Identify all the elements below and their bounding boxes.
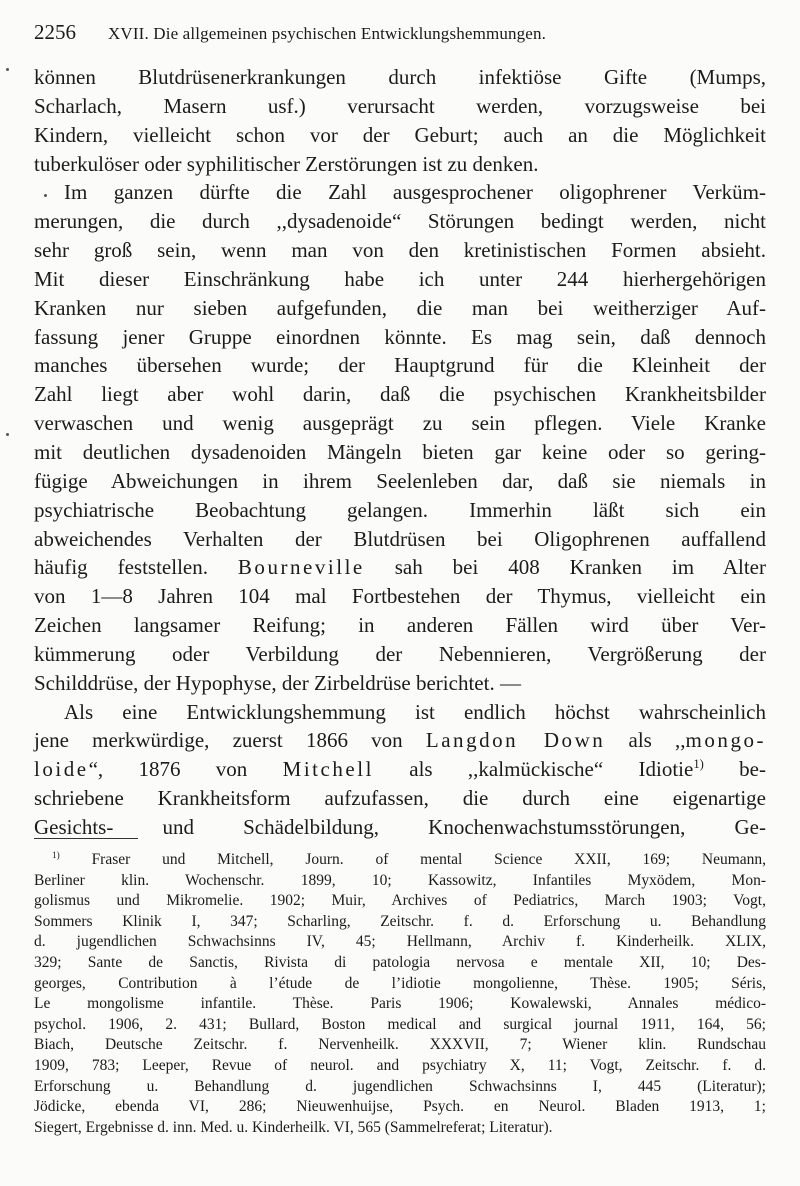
term-mongoloide-cont: loide xyxy=(34,757,89,782)
footnote-line: Sommers Klinik I, 347; Scharling, Zeitschr. f. d. Erforschung u. Behandlung xyxy=(34,912,766,930)
text-run: häufig feststellen. xyxy=(34,555,238,580)
text-line: psychiatrische Beobachtung gelangen. Immerhin läßt sich ein xyxy=(34,497,766,522)
footnote-marker: 1) xyxy=(52,850,60,861)
footnote-rule xyxy=(34,838,138,839)
text-line: manches übersehen wurde; der Hauptgrund für die Kleinheit der xyxy=(34,353,766,378)
text-line: mit deutlichen dysadenoiden Mängeln bieten gar keine oder so gering- xyxy=(34,439,766,464)
text-line: Im ganzen dürfte die Zahl ausgesprochener oligophrener Verküm- xyxy=(64,180,766,205)
author-name-mitchell: Mitchell xyxy=(282,757,374,782)
text-line: abweichendes Verhalten der Blutdrüsen bei Oligophrenen auffallend xyxy=(34,526,766,551)
footnote-line: Jödicke, ebenda VI, 286; Nieuwenhuijse, Psych. en Neurol. Bladen 1913, 1; xyxy=(34,1098,766,1116)
text-line xyxy=(34,726,766,755)
text-line: sehr groß sein, wenn man von den kretinistischen Formen absieht. xyxy=(34,238,766,263)
text-line: fassung jener Gruppe einordnen könnte. Es mag sein, daß dennoch xyxy=(34,324,766,349)
footnote-line: psychol. 1906, 2. 431; Bullard, Boston medical and surgical journal 1911, 164, 56; xyxy=(34,1015,766,1033)
text-line: Schilddrüse, der Hypophyse, der Zirbeldrüse berichtet. — xyxy=(34,670,521,695)
scan-speck xyxy=(44,194,47,197)
footnote-line: Le mongolisme infantile. Thèse. Paris 1906; Kowalewski, Annales médico- xyxy=(34,995,766,1013)
text-line: fügige Abweichungen in ihrem Seelenleben dar, daß sie niemals in xyxy=(34,468,766,493)
text-line xyxy=(34,553,766,582)
term-mongoloide: mongo- xyxy=(685,728,766,753)
footnote-line: Siegert, Ergebnisse d. inn. Med. u. Kinderheilk. VI, 565 (Sammelreferat; Literatur). xyxy=(34,1118,553,1136)
text-line: Gesichts- und Schädelbildung, Knochenwachstumsstörungen, Ge- xyxy=(34,814,766,839)
text-run: be- xyxy=(703,757,766,782)
page-number: 2256 xyxy=(34,20,76,44)
text-line: Als eine Entwicklungshemmung ist endlich höchst wahrscheinlich xyxy=(64,699,766,724)
scan-speck xyxy=(6,68,9,71)
running-head xyxy=(34,16,766,48)
scan-speck xyxy=(6,433,9,436)
text-line: Kindern, vielleicht schon vor der Geburt; auch an die Möglichkeit xyxy=(34,122,766,147)
text-line: verwaschen und wenig ausgeprägt zu sein pflegen. Viele Kranke xyxy=(34,411,766,436)
text-line: Scharlach, Masern usf.) verursacht werden, vorzugsweise bei xyxy=(34,93,766,118)
footnote-line: 329; Sante de Sanctis, Rivista di patologia nervosa e mentale XII, 10; Des- xyxy=(34,953,766,971)
footnote-line: Berliner klin. Wochenschr. 1899, 10; Kassowitz, Infantiles Myxödem, Mon- xyxy=(34,871,766,889)
text-line: Zahl liegt aber wohl darin, daß die psychischen Krankheitsbilder xyxy=(34,382,766,407)
footnote-line: Biach, Deutsche Zeitschr. f. Nervenheilk. XXXVII, 7; Wiener klin. Rundschau xyxy=(34,1036,766,1054)
text-line: schriebene Krankheitsform aufzufassen, die durch eine eigenartige xyxy=(34,786,766,811)
text-line: Kranken nur sieben aufgefunden, die man bei weitherziger Auf- xyxy=(34,295,766,320)
footnote-line xyxy=(34,850,766,871)
body-text xyxy=(34,63,766,842)
text-run: als ,, xyxy=(605,728,686,753)
author-name-bourneville: Bourneville xyxy=(237,555,365,580)
text-line: von 1—8 Jahren 104 mal Fortbestehen der Thymus, vielleicht ein xyxy=(34,584,766,609)
text-line xyxy=(34,755,766,784)
text-line: kümmerung oder Verbildung der Nebennieren, Vergrößerung der xyxy=(34,641,766,666)
footnote-text: Fraser und Mitchell, Journ. of mental Science XXII, 169; Neumann, xyxy=(91,851,767,868)
text-run: “, 1876 von xyxy=(88,757,283,782)
author-name-langdon-down: Langdon Down xyxy=(425,728,606,753)
text-run: jene merkwürdige, zuerst 1866 von xyxy=(34,728,426,753)
text-line: können Blutdrüsenerkrankungen durch infektiöse Gifte (Mumps, xyxy=(34,65,766,89)
text-run: sah bei 408 Kranken im Alter xyxy=(364,555,766,580)
text-line: Mit dieser Einschränkung habe ich unter 244 hierhergehörigen xyxy=(34,266,766,291)
text-line: merungen, die durch ,,dysadenoide“ Störungen bedingt werden, nicht xyxy=(34,209,766,234)
text-line: tuberkulöser oder syphilitischer Zerstörungen ist zu denken. xyxy=(34,151,539,176)
chapter-title: XVII. Die allgemeinen psychischen Entwicklungshemmungen. xyxy=(108,24,547,43)
footnote-line: d. jugendlichen Schwachsinns IV, 45; Hellmann, Archiv f. Kinderheilk. XLIX, xyxy=(34,933,766,951)
footnotes xyxy=(34,850,766,1138)
text-line: Zeichen langsamer Reifung; in anderen Fällen wird über Ver- xyxy=(34,613,766,638)
footnote-line: Erforschung u. Behandlung d. jugendlichen Schwachsinns I, 445 (Literatur); xyxy=(34,1077,766,1095)
footnote-reference: 1) xyxy=(693,757,704,772)
footnote-line: golismus und Mikromelie. 1902; Muir, Archives of Pediatrics, March 1903; Vogt, xyxy=(34,892,766,910)
footnote-line: 1909, 783; Leeper, Revue of neurol. and psychiatry X, 11; Vogt, Zeitschr. f. d. xyxy=(34,1056,766,1074)
footnote-line: georges, Contribution à l’étude de l’idiotie mongolienne, Thèse. 1905; Séris, xyxy=(34,974,766,992)
text-run: als ,,kalmückische“ Idiotie xyxy=(373,757,694,782)
